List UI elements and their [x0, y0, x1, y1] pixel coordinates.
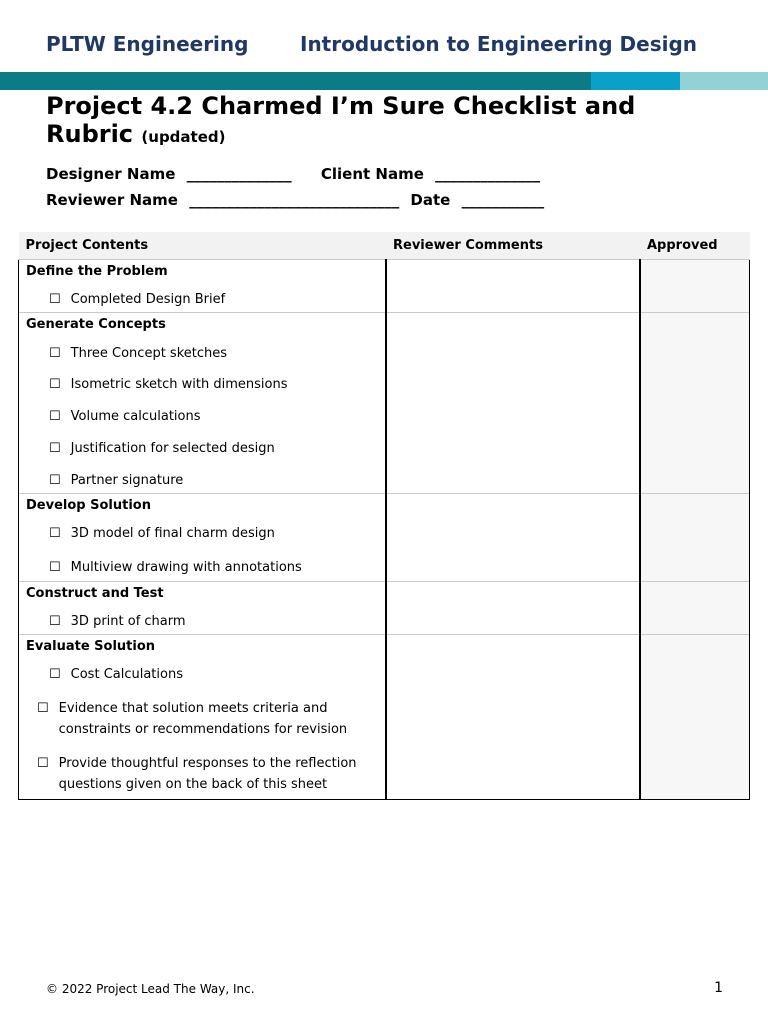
table-header-row [19, 232, 750, 260]
date-label: Date [410, 191, 451, 209]
table-row [19, 582, 750, 635]
title-main: Project 4.2 Charmed I’m Sure Checklist and Rubric [46, 92, 636, 148]
checkbox-icon[interactable]: ☐ [37, 701, 49, 716]
checkbox-icon[interactable]: ☐ [49, 614, 61, 629]
checkbox-icon[interactable]: ☐ [49, 560, 61, 575]
checkbox-icon[interactable]: ☐ [49, 667, 61, 682]
item-label: 3D print of charm [70, 614, 186, 629]
item-label: Evidence that solution meets criteria and constraints or recommendations for revision [58, 701, 348, 737]
section-contents-cell [19, 494, 387, 582]
name-fields-row [46, 165, 546, 183]
page-number: 1 [714, 980, 723, 996]
checklist-item [19, 753, 385, 795]
section-title: Evaluate Solution [26, 639, 156, 654]
header-project-contents: Project Contents [19, 232, 387, 260]
date-blank[interactable]: ___________ [461, 191, 545, 209]
section-contents-cell [19, 635, 387, 800]
reviewer-comments-cell[interactable] [386, 635, 640, 800]
header-reviewer-comments: Reviewer Comments [386, 232, 640, 260]
checkbox-icon[interactable]: ☐ [49, 292, 61, 307]
band-segment-teal [0, 72, 591, 90]
item-label: Multiview drawing with annotations [70, 560, 302, 575]
item-label: Partner signature [70, 473, 184, 488]
table-row [19, 494, 750, 582]
rubric-table [18, 232, 750, 800]
checklist-item [19, 439, 385, 459]
reviewer-name-label: Reviewer Name [46, 191, 178, 209]
checkbox-icon[interactable]: ☐ [37, 756, 49, 771]
item-label: 3D model of final charm design [70, 526, 275, 541]
checklist-item [19, 290, 385, 310]
page-header [46, 32, 728, 60]
table-row [19, 313, 750, 494]
item-label: Completed Design Brief [70, 292, 226, 307]
approved-cell[interactable] [640, 313, 750, 494]
section-contents-cell [19, 582, 387, 635]
header-color-band [0, 72, 768, 90]
reviewer-comments-cell[interactable] [386, 260, 640, 313]
reviewer-fields-row [46, 191, 550, 209]
section-title: Define the Problem [26, 264, 168, 279]
client-name-label: Client Name [320, 165, 424, 183]
band-segment-blue [591, 72, 680, 90]
checklist-item [19, 407, 385, 427]
section-title: Generate Concepts [26, 317, 166, 332]
title-sub: (updated) [141, 128, 226, 146]
item-label: Justification for selected design [70, 441, 275, 456]
footer-copyright: © 2022 Project Lead The Way, Inc. [46, 982, 255, 996]
checklist-item [19, 471, 385, 491]
reviewer-name-blank[interactable]: ____________________________ [189, 191, 400, 209]
checkbox-icon[interactable]: ☐ [49, 377, 61, 392]
reviewer-comments-cell[interactable] [386, 582, 640, 635]
checklist-item [19, 524, 385, 544]
band-segment-light [680, 72, 768, 90]
header-org: PLTW Engineering [46, 32, 249, 56]
checkbox-icon[interactable]: ☐ [49, 409, 61, 424]
approved-cell[interactable] [640, 635, 750, 800]
checkbox-icon[interactable]: ☐ [49, 346, 61, 361]
checklist-item [19, 558, 385, 578]
item-label: Isometric sketch with dimensions [70, 377, 288, 392]
client-name-blank[interactable]: ______________ [435, 165, 541, 183]
header-approved: Approved [640, 232, 750, 260]
reviewer-comments-cell[interactable] [386, 494, 640, 582]
item-label: Volume calculations [70, 409, 201, 424]
item-label: Three Concept sketches [70, 346, 228, 361]
approved-cell[interactable] [640, 260, 750, 313]
checklist-item [19, 698, 385, 740]
designer-name-label: Designer Name [46, 165, 176, 183]
item-label: Cost Calculations [70, 667, 183, 682]
checkbox-icon[interactable]: ☐ [49, 473, 61, 488]
approved-cell[interactable] [640, 494, 750, 582]
checkbox-icon[interactable]: ☐ [49, 441, 61, 456]
approved-cell[interactable] [640, 582, 750, 635]
reviewer-comments-cell[interactable] [386, 313, 640, 494]
section-contents-cell [19, 260, 387, 313]
table-row [19, 635, 750, 800]
checkbox-icon[interactable]: ☐ [49, 526, 61, 541]
section-title: Construct and Test [26, 586, 164, 601]
document-title [46, 92, 726, 151]
header-course: Introduction to Engineering Design [300, 32, 698, 56]
checklist-item [19, 665, 385, 685]
checklist-item [19, 375, 385, 395]
section-title: Develop Solution [26, 498, 151, 513]
table-row [19, 260, 750, 313]
checklist-item [19, 344, 385, 364]
item-label: Provide thoughtful responses to the reflection questions given on the back of this sheet [58, 756, 357, 792]
designer-name-blank[interactable]: ______________ [186, 165, 292, 183]
section-contents-cell [19, 313, 387, 494]
checklist-item [19, 612, 385, 632]
